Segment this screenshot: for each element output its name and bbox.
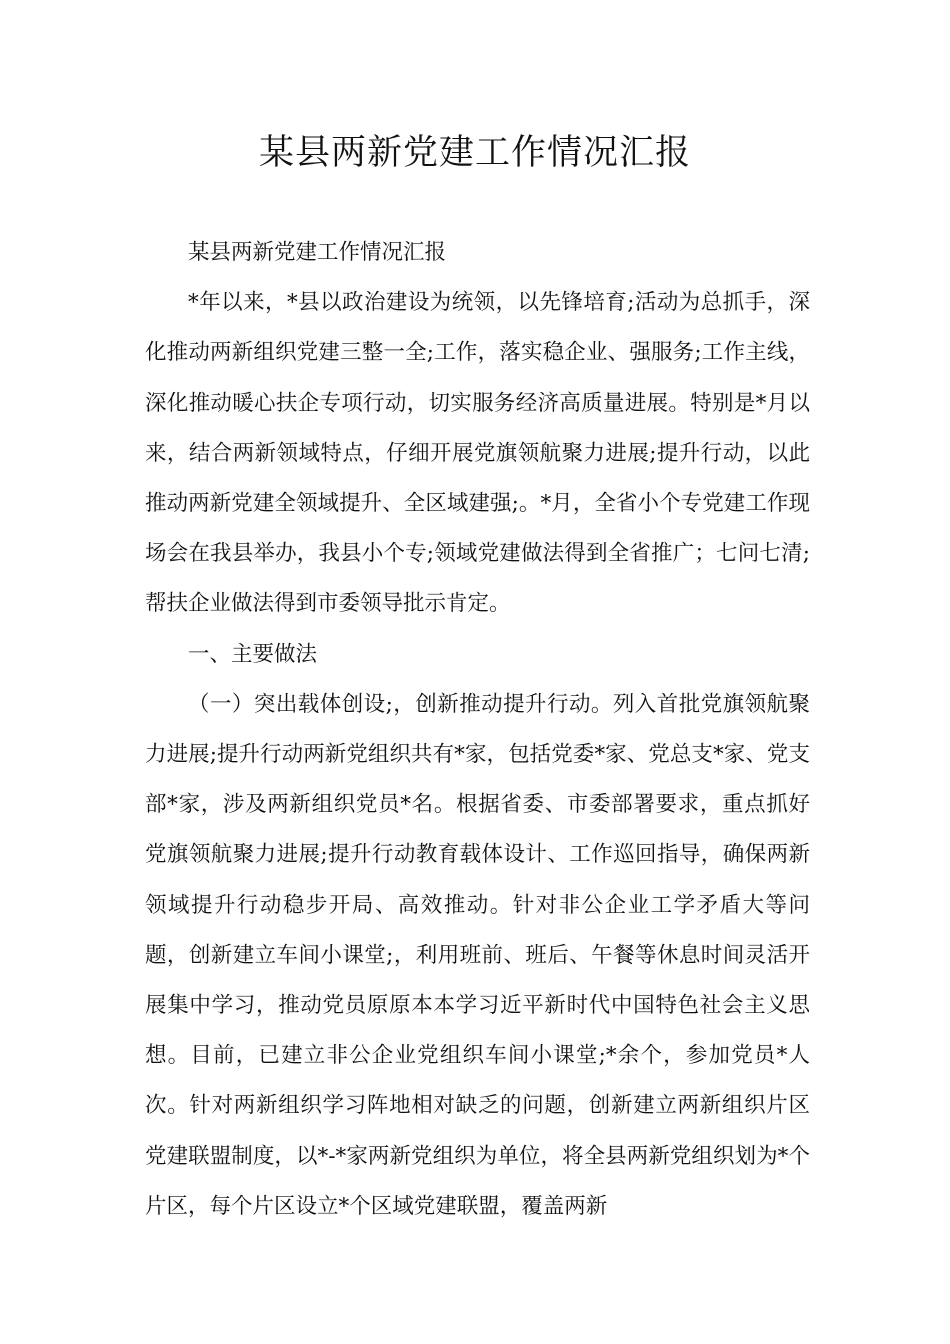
section-heading: 一、主要做法 bbox=[188, 641, 318, 667]
body-paragraph: （一）突出载体创设;，创新推动提升行动。列入首批党旗领航聚力进展;提升行动两新党组织共有*家，包括党委*家、党总支*家、党支部*家，涉及两新组织党员*名。根据省委、市委部署要求，重点抓好党旗领航聚力进展;提升行动教育载体设计、工作巡回指导，确保两新领域提升行动稳步开局、高效推动。针对非公企业工学矛盾大等问题，创新建立车间小课堂;，利用班前、班后、午餐等休息时间灵活开展集中学习，推动党员原原本本学习近平新时代中国特色社会主义思想。目前，已建立非公企业党组织车间小课堂;*余个，参加党员*人次。针对两新组织学习阵地相对缺乏的问题，创新建立两新组织片区党建联盟制度，以*-*家两新党组织为单位，将全县两新党组织划为*个片区，每个片区设立*个区域党建联盟，覆盖两新 bbox=[145, 691, 810, 1219]
intro-paragraph: *年以来，*县以政治建设为统领，以先锋培育;活动为总抓手，深化推动两新组织党建三整一全;工作，落实稳企业、强服务;工作主线，深化推动暖心扶企专项行动，切实服务经济高质量进展。特别是*月以来，结合两新领域特点，仔细开展党旗领航聚力进展;提升行动，以此推动两新党建全领域提升、全区域建强;。*月，全省小个专党建工作现场会在我县举办，我县小个专;领域党建做法得到全省推广；七问七清;帮扶企业做法得到市委领导批示肯定。 bbox=[145, 290, 810, 617]
document-body bbox=[145, 228, 810, 1232]
document-title: 某县两新党建工作情况汇报 bbox=[258, 133, 691, 173]
subtitle-paragraph: 某县两新党建工作情况汇报 bbox=[188, 240, 447, 265]
